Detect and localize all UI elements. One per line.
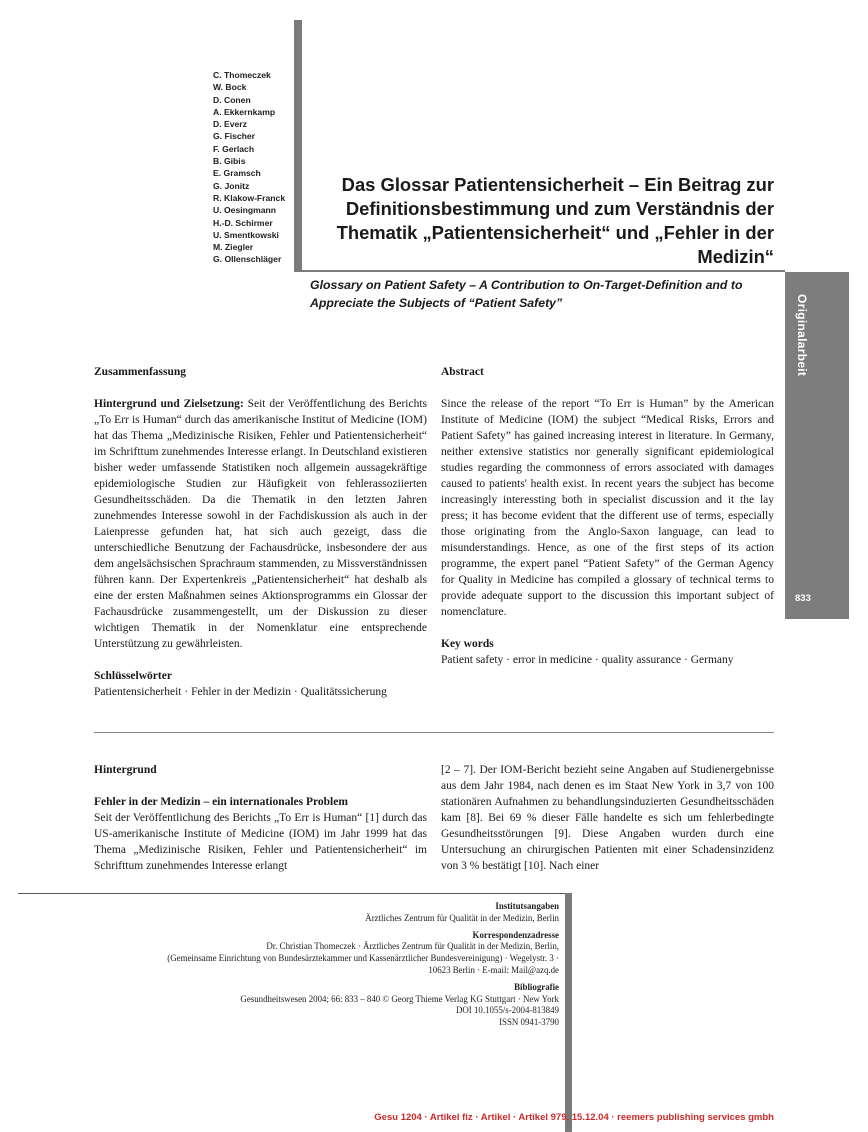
section-side-tab xyxy=(785,272,849,619)
zusammenfassung-lead: Hintergrund und Zielsetzung: xyxy=(94,398,244,410)
author: G. Jonitz xyxy=(213,180,250,191)
abstract-column xyxy=(441,364,774,668)
author: G. Fischer xyxy=(213,131,256,142)
info-vertical-bar xyxy=(565,893,572,1132)
author: F. Gerlach xyxy=(213,143,255,154)
author: U. Smentkowski xyxy=(213,229,279,240)
keywords-heading: Key words xyxy=(441,638,494,650)
author: A. Ekkernkamp xyxy=(213,106,276,117)
title-line: Medizin“ xyxy=(697,246,774,267)
author: G. Ollenschläger xyxy=(213,254,282,265)
title-vertical-bar xyxy=(294,20,302,272)
korrespondenz-label: Korrespondenzadresse xyxy=(472,929,559,940)
korrespondenz-line: (Gemeinsame Einrichtung von Bundesärztekammer und Kassenärztlicher Bundesvereinigung) · Wegelystr. 3 · xyxy=(167,953,559,964)
bibliografie-line: DOI 10.1055/s-2004-813849 xyxy=(455,1005,559,1016)
author: D. Conen xyxy=(213,94,251,105)
zusammenfassung-body: Seit der Veröffentlichung des Berichts „To Err is Human“ durch das amerikanische Institut of Medicine (IOM) hat das Thema „Medizinische Risiken, Fehler und Patientensicherheit“ im Schrifttum zunehmendes Interesse erlangt. In Deutschland existieren bisher weder umfassende Statistiken noch allgemein aussagekräftige epidemiologische Studien zur Häufigkeit von fehlerassoziierten Gesundheitsschäden. Da die Thematik in den letzten Jahren zunehmendes Interesse sowohl in der Fachdiskussion als auch in der Laienpresse gefunden hat, hat sich auch gezeigt, dass die unterschiedliche Benutzung der Fachausdrücke, insbesondere der aus dem angelsächsischen Sprachraum stammenden, zu Missverständnissen führen kann. Der Expertenkreis „Patientensicherheit“ hat deshalb als eine der ersten Maßnahmen seines Aktionsprogramms ein Glossar der Fachausdrücke zusammengestellt, um der Diskussion zu dieser wichtigen Thematik in der Nomenklatur eine entsprechende Unterstützung zu gewährleisten. xyxy=(94,398,427,650)
title-line: Thematik „Patientensicherheit“ und „Fehler in der xyxy=(336,222,774,243)
zusammenfassung-heading: Zusammenfassung xyxy=(94,366,187,378)
title-line: Das Glossar Patientensicherheit – Ein Beitrag zur xyxy=(341,174,774,195)
institut-text: Ärztliches Zentrum für Qualität in der Medizin, Berlin xyxy=(365,912,559,923)
schluesselwoerter-heading: Schlüsselwörter xyxy=(94,670,172,682)
author: R. Klakow-Franck xyxy=(213,192,286,203)
bibliografie-line: Gesundheitswesen 2004; 66: 833 – 840 © Georg Thieme Verlag KG Stuttgart · New York xyxy=(240,993,559,1004)
institut-label: Institutsangaben xyxy=(495,901,559,911)
info-rule xyxy=(18,893,565,894)
abstract-heading: Abstract xyxy=(441,366,484,378)
bibliografie-line: ISSN 0941-3790 xyxy=(499,1017,559,1028)
author-list xyxy=(213,69,293,266)
author: E. Gramsch xyxy=(213,168,261,179)
article-title-de xyxy=(310,173,774,269)
author: H.-D. Schirmer xyxy=(213,217,273,228)
zusammenfassung-column xyxy=(94,364,427,700)
title-line: Glossary on Patient Safety – A Contribution to On-Target-Definition and to xyxy=(310,278,743,292)
author: M. Ziegler xyxy=(213,242,254,253)
subsection-heading: Fehler in der Medizin – ein internationales Problem xyxy=(94,796,348,808)
section-heading: Hintergrund xyxy=(94,764,157,776)
author: D. Everz xyxy=(213,119,247,130)
title-line: Definitionsbestimmung und zum Verständnis der xyxy=(345,198,774,219)
page-number: 833 xyxy=(795,593,811,604)
korrespondenz-line: Dr. Christian Thomeczek · Ärztliches Zentrum für Qualität in der Medizin, Berlin, xyxy=(266,941,559,952)
body-left-column xyxy=(94,762,427,874)
abstract-text: Since the release of the report “To Err is Human” by the American Institute of Medicine (IOM) the subject “Medical Risks, Errors and Patient Safety” has gained increasing interest in literature. In Germany, neither extensive statistics nor generally significant epidemiological studies regarding the commonness of errors associated with damages caused to patients' health exist. In recent years the subject has become increasingly interessting both in specialist discussion and it the lay press; it has become evident that the different use of terms, especially those originating from the Anglo-Saxon language, can lead to misunderstandings. Hence, as one of the first steps of its action programme, the expert panel “Patient Safety” of the German Agency for Quality in Medicine has compiled a glossary of technical terms to provide adequate support to the discussion this important subject of nomenclature. xyxy=(441,398,774,618)
author: C. Thomeczek xyxy=(213,70,271,80)
bibliografie-label: Bibliografie xyxy=(514,981,559,992)
author: W. Bock xyxy=(213,82,247,93)
body-text: Seit der Veröffentlichung des Berichts „To Err is Human“ [1] durch das US-amerikanische Institute of Medicine (IOM) im Jahr 1999 hat das Thema „Medizinische Risiken, Fehler und Patientensicherheit“ im Schrifttum zunehmendes Interesse erlangt xyxy=(94,812,427,872)
korrespondenz-line: 10623 Berlin · E-mail: Mail@azq.de xyxy=(428,964,559,975)
zusammenfassung-text xyxy=(94,396,427,652)
title-rule xyxy=(302,270,785,272)
keywords: Patient safety · error in medicine · quality assurance · Germany xyxy=(441,654,734,666)
title-line: Appreciate the Subjects of “Patient Safety” xyxy=(310,296,563,310)
section-divider xyxy=(94,732,774,733)
body-right-column xyxy=(441,762,774,874)
author: U. Oesingmann xyxy=(213,205,277,216)
article-title-en xyxy=(310,276,760,312)
schluesselwoerter: Patientensicherheit · Fehler in der Medizin · Qualitätssicherung xyxy=(94,686,387,698)
article-info xyxy=(150,901,559,1029)
section-label: Originalarbeit xyxy=(795,294,809,377)
body-text: [2 – 7]. Der IOM-Bericht bezieht seine Angaben auf Studienergebnisse aus dem Jahr 1984, nach denen es im Staat New York in 3,7 von 100 stationären Aufnahmen zu behandlungsinduzierten Gesundheitsschäden kam [8]. Bei 69 % dieser Fälle handelte es sich um fehlerbedingte Gesundheitsstörungen [9]. Diese Angaben wurden durch eine Untersuchung an chirurgischen Patienten mit einer Schadensinzidenz von 3 % bestätigt [10]. Nach einer xyxy=(441,764,774,872)
author: B. Gibis xyxy=(213,156,246,167)
production-footer: Gesu 1204 · Artikel fiz · Artikel · Artikel 979, 15.12.04 · reemers publishing services gmbh xyxy=(374,1112,774,1123)
